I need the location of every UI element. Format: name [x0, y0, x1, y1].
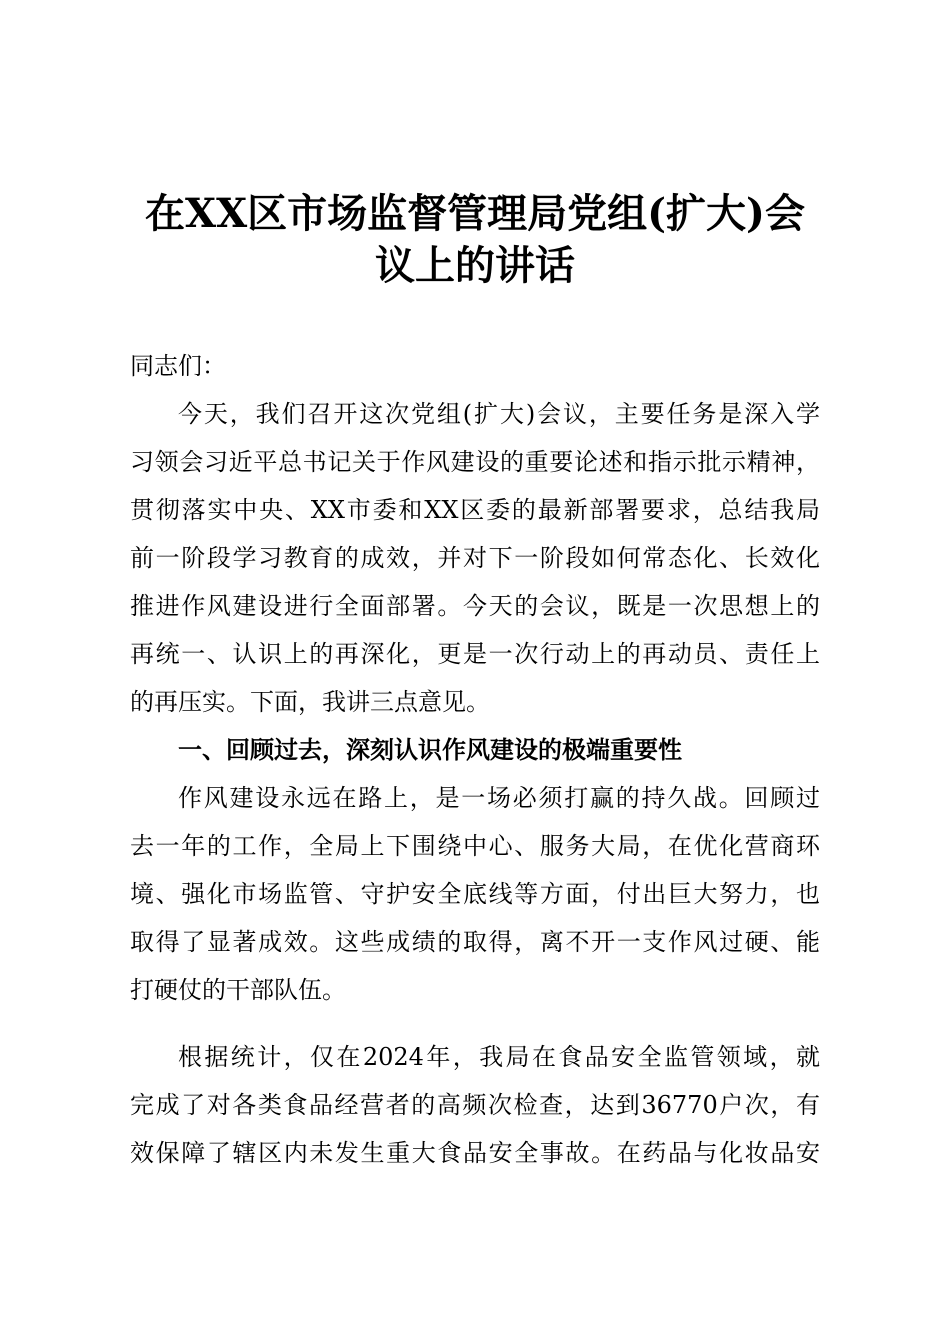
paragraph-statistics [130, 1033, 820, 1177]
text-line: 境、强化市场监管、守护安全底线等方面，付出巨大努力，也 [130, 880, 820, 908]
document-body [130, 342, 820, 1177]
text-line: 根据统计，仅在2024年，我局在食品安全监管领域，就 [178, 1043, 820, 1071]
text-line: 效保障了辖区内未发生重大食品安全事故。在药品与化妆品安 [130, 1139, 820, 1167]
paragraph-review [130, 774, 820, 1014]
text-line: 完成了对各类食品经营者的高频次检查，达到36770户次，有 [130, 1091, 820, 1119]
text-line: 的再压实。下面，我讲三点意见。 [130, 688, 490, 716]
paragraph-intro [130, 390, 820, 726]
text-line: 再统一、认识上的再深化，更是一次行动上的再动员、责任上 [130, 640, 820, 668]
section-heading: 一、回顾过去，深刻认识作风建设的极端重要性 [178, 735, 682, 764]
text-line: 习领会习近平总书记关于作风建设的重要论述和指示批示精神， [130, 448, 820, 476]
text-line: 打硬仗的干部队伍。 [130, 976, 346, 1004]
title-line: 议上的讲话 [375, 242, 575, 289]
salutation: 同志们： [130, 352, 226, 380]
text-line: 前一阶段学习教育的成效，并对下一阶段如何常态化、长效化 [130, 544, 820, 572]
text-line: 贯彻落实中央、XX市委和XX区委的最新部署要求，总结我局 [130, 496, 820, 524]
text-line: 今天，我们召开这次党组(扩大)会议，主要任务是深入学 [178, 400, 820, 428]
text-line: 推进作风建设进行全面部署。今天的会议，既是一次思想上的 [130, 592, 820, 620]
text-line: 作风建设永远在路上，是一场必须打赢的持久战。回顾过 [178, 784, 820, 812]
text-line: 取得了显著成效。这些成绩的取得，离不开一支作风过硬、能 [130, 928, 820, 956]
title-line: 在XX区市场监督管理局党组(扩大)会 [145, 190, 805, 237]
document-title [120, 188, 830, 292]
text-line: 去一年的工作，全局上下围绕中心、服务大局，在优化营商环 [130, 832, 820, 860]
